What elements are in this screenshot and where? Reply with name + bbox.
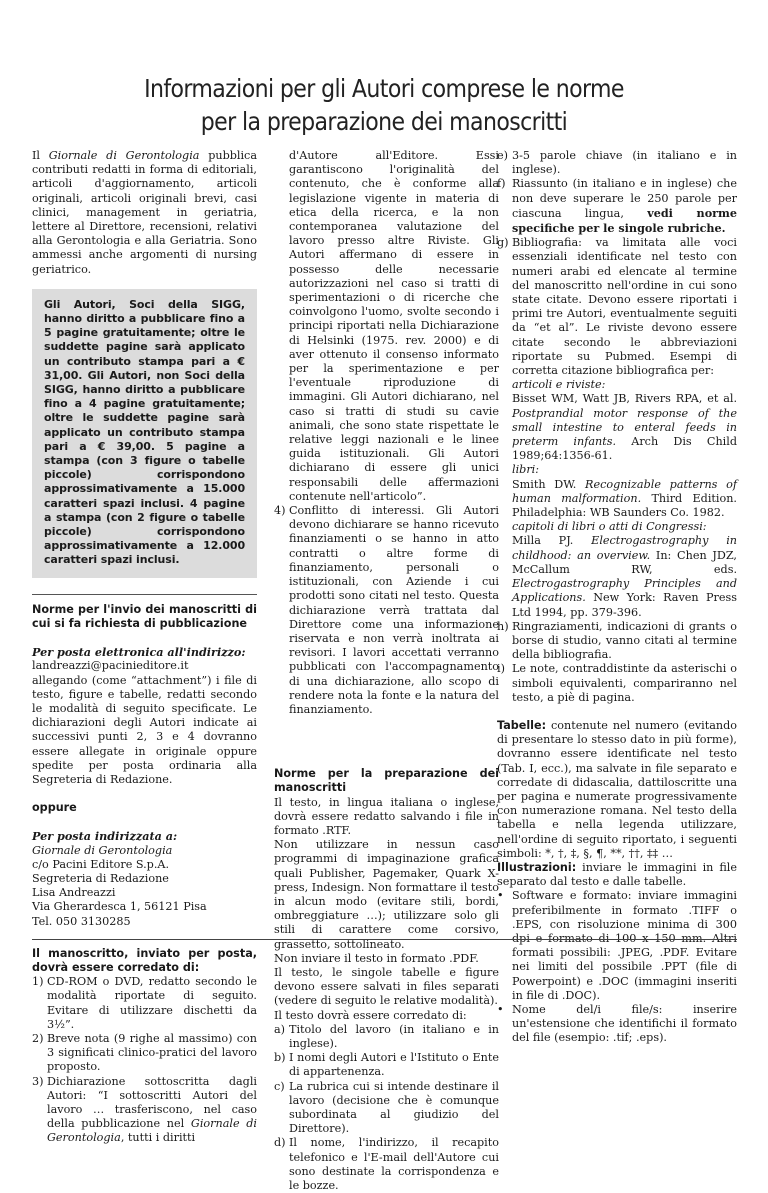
prep-text: Non inviare il testo in formato .PDF. — [274, 951, 479, 965]
ref-example-capitoli: Milla PJ. Electrogastrography in childhood: an overview. In: Chen JDZ, McCallum RW, eds. Electrogastrography Principles and Applications. New York: Raven Press Ltd 1994, pp. 379-396. — [512, 534, 737, 619]
post-line: Via Gherardesca 1, 56121 Pisa — [32, 900, 207, 914]
post-heading: Per posta indirizzata a: — [32, 829, 178, 844]
oppure-label: oppure — [32, 801, 77, 815]
title-line-1: Informazioni per gli Autori comprese le norme — [144, 74, 624, 103]
list-item: d) Il nome, l'indirizzo, il recapito telefonico e l'E-mail dell'Autore cui sono destinate la corrispondenza e le bozze. — [274, 1136, 499, 1193]
list-item: e) 3-5 parole chiave (in italiano e in inglese). — [497, 149, 737, 177]
list-item: 2) Breve nota (9 righe al massimo) con 3 significati clinico-pratici del lavoro proposto. — [32, 1031, 257, 1074]
list-item: i) Le note, contraddistinte da asterischi o simboli equivalenti, compariranno nel testo, a piè di pagina. — [497, 662, 737, 704]
manoscritto-heading: Il manoscritto, inviato per posta, dovrà essere corredato di: — [32, 946, 257, 974]
list-item: c) La rubrica cui si intende destinare il lavoro (decisione che è comunque subordinata al giudizio del Direttore). — [274, 1079, 499, 1136]
column-2 — [274, 149, 499, 1193]
list-item: 3) Dichiarazione sottoscritta dagli Autori: “I sottoscritti Autori del lavoro … trasferiscono, nel caso della pubblicazione nel Giornale di Gerontologia, tutti i diritti — [32, 1074, 258, 1145]
list-item: 4) Conflitto di interessi. Gli Autori devono dichiarare se hanno ricevuto finanziamenti o se hanno in atto contratti o altre forme di finanziamento, personali o istituzionali, con Aziende i cui prodotti sono citati nel testo. Questa dichiarazione verrà trattata dal Direttore come una informazione riservata e non verrà inoltrata ai revisori. I lavori accettati verranno pubblicati con l'accompagnamento di una dichiarazione, allo scopo di rendere nota la fonte e la natura del finanziamento. — [274, 504, 499, 716]
list-item: b) I nomi degli Autori e l'Istituto o Ente di appartenenza. — [274, 1051, 499, 1079]
box-divider — [32, 594, 257, 595]
column-1 — [32, 149, 257, 1146]
fees-box — [32, 289, 257, 578]
post-line: c/o Pacini Editore S.p.A. — [32, 857, 170, 871]
page-title — [34, 72, 734, 138]
list-item: a) Titolo del lavoro (in italiano e in inglese). — [274, 1022, 499, 1050]
item-3-continuation: d'Autore all'Editore. Essi garantiscono l'originalità del contenuto, che è conforme alla legislazione vigente in materia di etica della ricerca, e la non contemporanea valutazione del lavoro presso altre Riviste. Gli Autori affermano di essere in possesso delle necessarie autorizzazioni nel caso si tratti di sperimentazioni o di ricerche che coinvolgono l'uomo, svolte secondo i principi riportati nella Dichiarazione di Helsinki (1975. rev. 2000) e di aver ottenuto il consenso informato per la sperimentazione e per l'eventuale riproduzione di immagini. Gli Autori dichiarano, nel caso si tratti di studi su cavie animali, che sono state rispettate le relative leggi nazionali e le linee guida istituzionali. Gli Autori dichiarano di essere gli unici responsabili delle affermazioni contenute nell'articolo”. — [289, 149, 499, 503]
email-heading: Per posta elettronica all'indirizzo: — [32, 645, 246, 660]
bullet-item: • Software e formato: inviare immagini preferibilmente in formato .TIFF o .EPS, con risoluzione minima di 300 dpi e formato di 100 x 150 mm. Altri formati possibili: .JPEG, .PDF. Evitare nei limiti del possibile .PPT (file di Powerpoint) e .DOC (immagini inseriti in file di .DOC). — [497, 889, 737, 1002]
ref-example-riviste: Bisset WM, Watt JB, Rivers RPA, et al. Postprandial motor response of the small intestine to enteral feeds in preterm infants. Arch Dis Child 1989;64:1356-61. — [512, 392, 737, 463]
prep-text: Il testo, le singole tabelle e figure devono essere salvati in files separati (vedere di seguito le relative modalità). — [274, 965, 499, 1008]
column-3 — [497, 149, 737, 1046]
tabelle-paragraph: Tabelle: contenute nel numero (evitando di presentare lo stesso dato in più forme), dovranno essere identificate nel testo (Tab. I, ecc.), ma salvate in file separato e corredate di didascalia, dattiloscritte una per pagina e numerate progressivamente con numerazione romana. Nel testo della tabella e nella legenda utilizzare, nell'ordine di seguito riportato, i seguenti simboli: *, †, ‡, §, ¶, **, ††, ‡‡ … — [497, 718, 737, 860]
ref-label-libri: libri: — [512, 463, 540, 477]
post-line: Lisa Andreazzi — [32, 886, 116, 900]
prep-text: Non utilizzare in nessun caso programmi di impaginazione grafica quali Publisher, Pagemaker, Quark X-press, Indesign. Non formattare il testo in alcun modo (evitare stili, bordi, ombreggiature …); utilizzare solo gli stili di carattere come corsivo, grassetto, sottolineato. — [274, 838, 499, 951]
list-item: f) Riassunto (in italiano e in inglese) che non deve superare le 250 parole per ciascuna lingua, vedi norme specifiche per le singole rubriche. — [497, 177, 737, 236]
list-item: h) Ringraziamenti, indicazioni di grants o borse di studio, vanno citati al termine della bibliografia. — [497, 619, 737, 662]
bottom-divider — [32, 939, 737, 940]
list-item: 1) CD-ROM o DVD, redatto secondo le modalità riportate di seguito. Evitare di utilizzare dischetti da 3½”. — [32, 975, 257, 1031]
post-line: Segreteria di Redazione — [32, 871, 169, 885]
illustrazioni-paragraph: Illustrazioni: inviare le immagini in file separato dal testo e dalle tabelle. — [497, 860, 737, 889]
ref-label-riviste: articoli e riviste: — [512, 378, 606, 392]
preparazione-heading: Norme per la preparazione dei manoscritti — [274, 767, 499, 795]
email-instructions: allegando (come “attachment”) i file di testo, figure e tabelle, redatti secondo le modalità di seguito specificate. Le dichiarazioni degli Autori indicate ai successivi punti 2, 3 e 4 dovranno essere allegate in originale oppure spedite per posta ordinaria alla Segreteria di Redazione. — [32, 673, 257, 786]
intro-paragraph: Il Giornale di Gerontologia pubblica contributi redatti in forma di editoriali, articoli d'aggiornamento, articoli originali, articoli originali brevi, casi clinici, management in geriatria, lettere al Direttore, recensioni, relativi alla Gerontologia e alla Geriatria. Sono ammessi anche argomenti di nursing geriatrico. — [32, 149, 257, 276]
ref-label-capitoli: capitoli di libri o atti di Congressi: — [512, 520, 707, 534]
bullet-icon: • — [497, 889, 504, 903]
post-line: Tel. 050 3130285 — [32, 914, 131, 928]
norme-invio-heading: Norme per l'invio dei manoscritti di cui si fa richiesta di pubblicazione — [32, 602, 257, 630]
bullet-icon: • — [497, 1002, 504, 1016]
email-address: landreazzi@pacinieditore.it — [32, 659, 189, 673]
list-item: g) Bibliografia: va limitata alle voci essenziali identificate nel testo con numeri arabi ed elencate al termine del manoscritto nell'ordine in cui sono state citate. Devono essere riportati i primi tre Autori, eventualmente seguiti da “et al”. Le riviste devono essere citate secondo le abbreviazioni riportate su Pubmed. Esempi di corretta citazione bibliografica per: — [497, 236, 737, 378]
ref-example-libri: Smith DW. Recognizable patterns of human malformation. Third Edition. Philadelphia: WB Saunders Co. 1982. — [512, 477, 737, 520]
title-line-2: per la preparazione dei manoscritti — [200, 107, 568, 136]
fees-text: Gli Autori, Soci della SIGG, hanno diritto a pubblicare fino a 5 pagine gratuitamente; oltre le suddette pagine sarà applicato un contributo stampa pari a € 31,00. Gli Autori, non Soci della SIGG, hanno diritto a pubblicare fino a 4 pagine gratuitamente; oltre le suddette pagine sarà applicato un contributo stampa pari a € 39,00. 5 pagine a stampa (con 3 figure o tabelle piccole) corrispondono approssimativamente a 15.000 caratteri spazi inclusi. 4 pagine a stampa (con 2 figure o tabelle piccole) corrispondono approssimativamente a 12.000 caratteri spazi inclusi. — [44, 297, 245, 567]
post-journal: Giornale di Gerontologia — [32, 843, 173, 857]
prep-text: Il testo dovrà essere corredato di: — [274, 1008, 467, 1022]
bullet-item: • Nome del/i file/s: inserire un'estensione che identifichi il formato del file (esempio: .tif; .eps). — [497, 1002, 737, 1045]
prep-text: Il testo, in lingua italiana o inglese, dovrà essere redatto salvando i file in formato .RTF. — [274, 795, 499, 837]
